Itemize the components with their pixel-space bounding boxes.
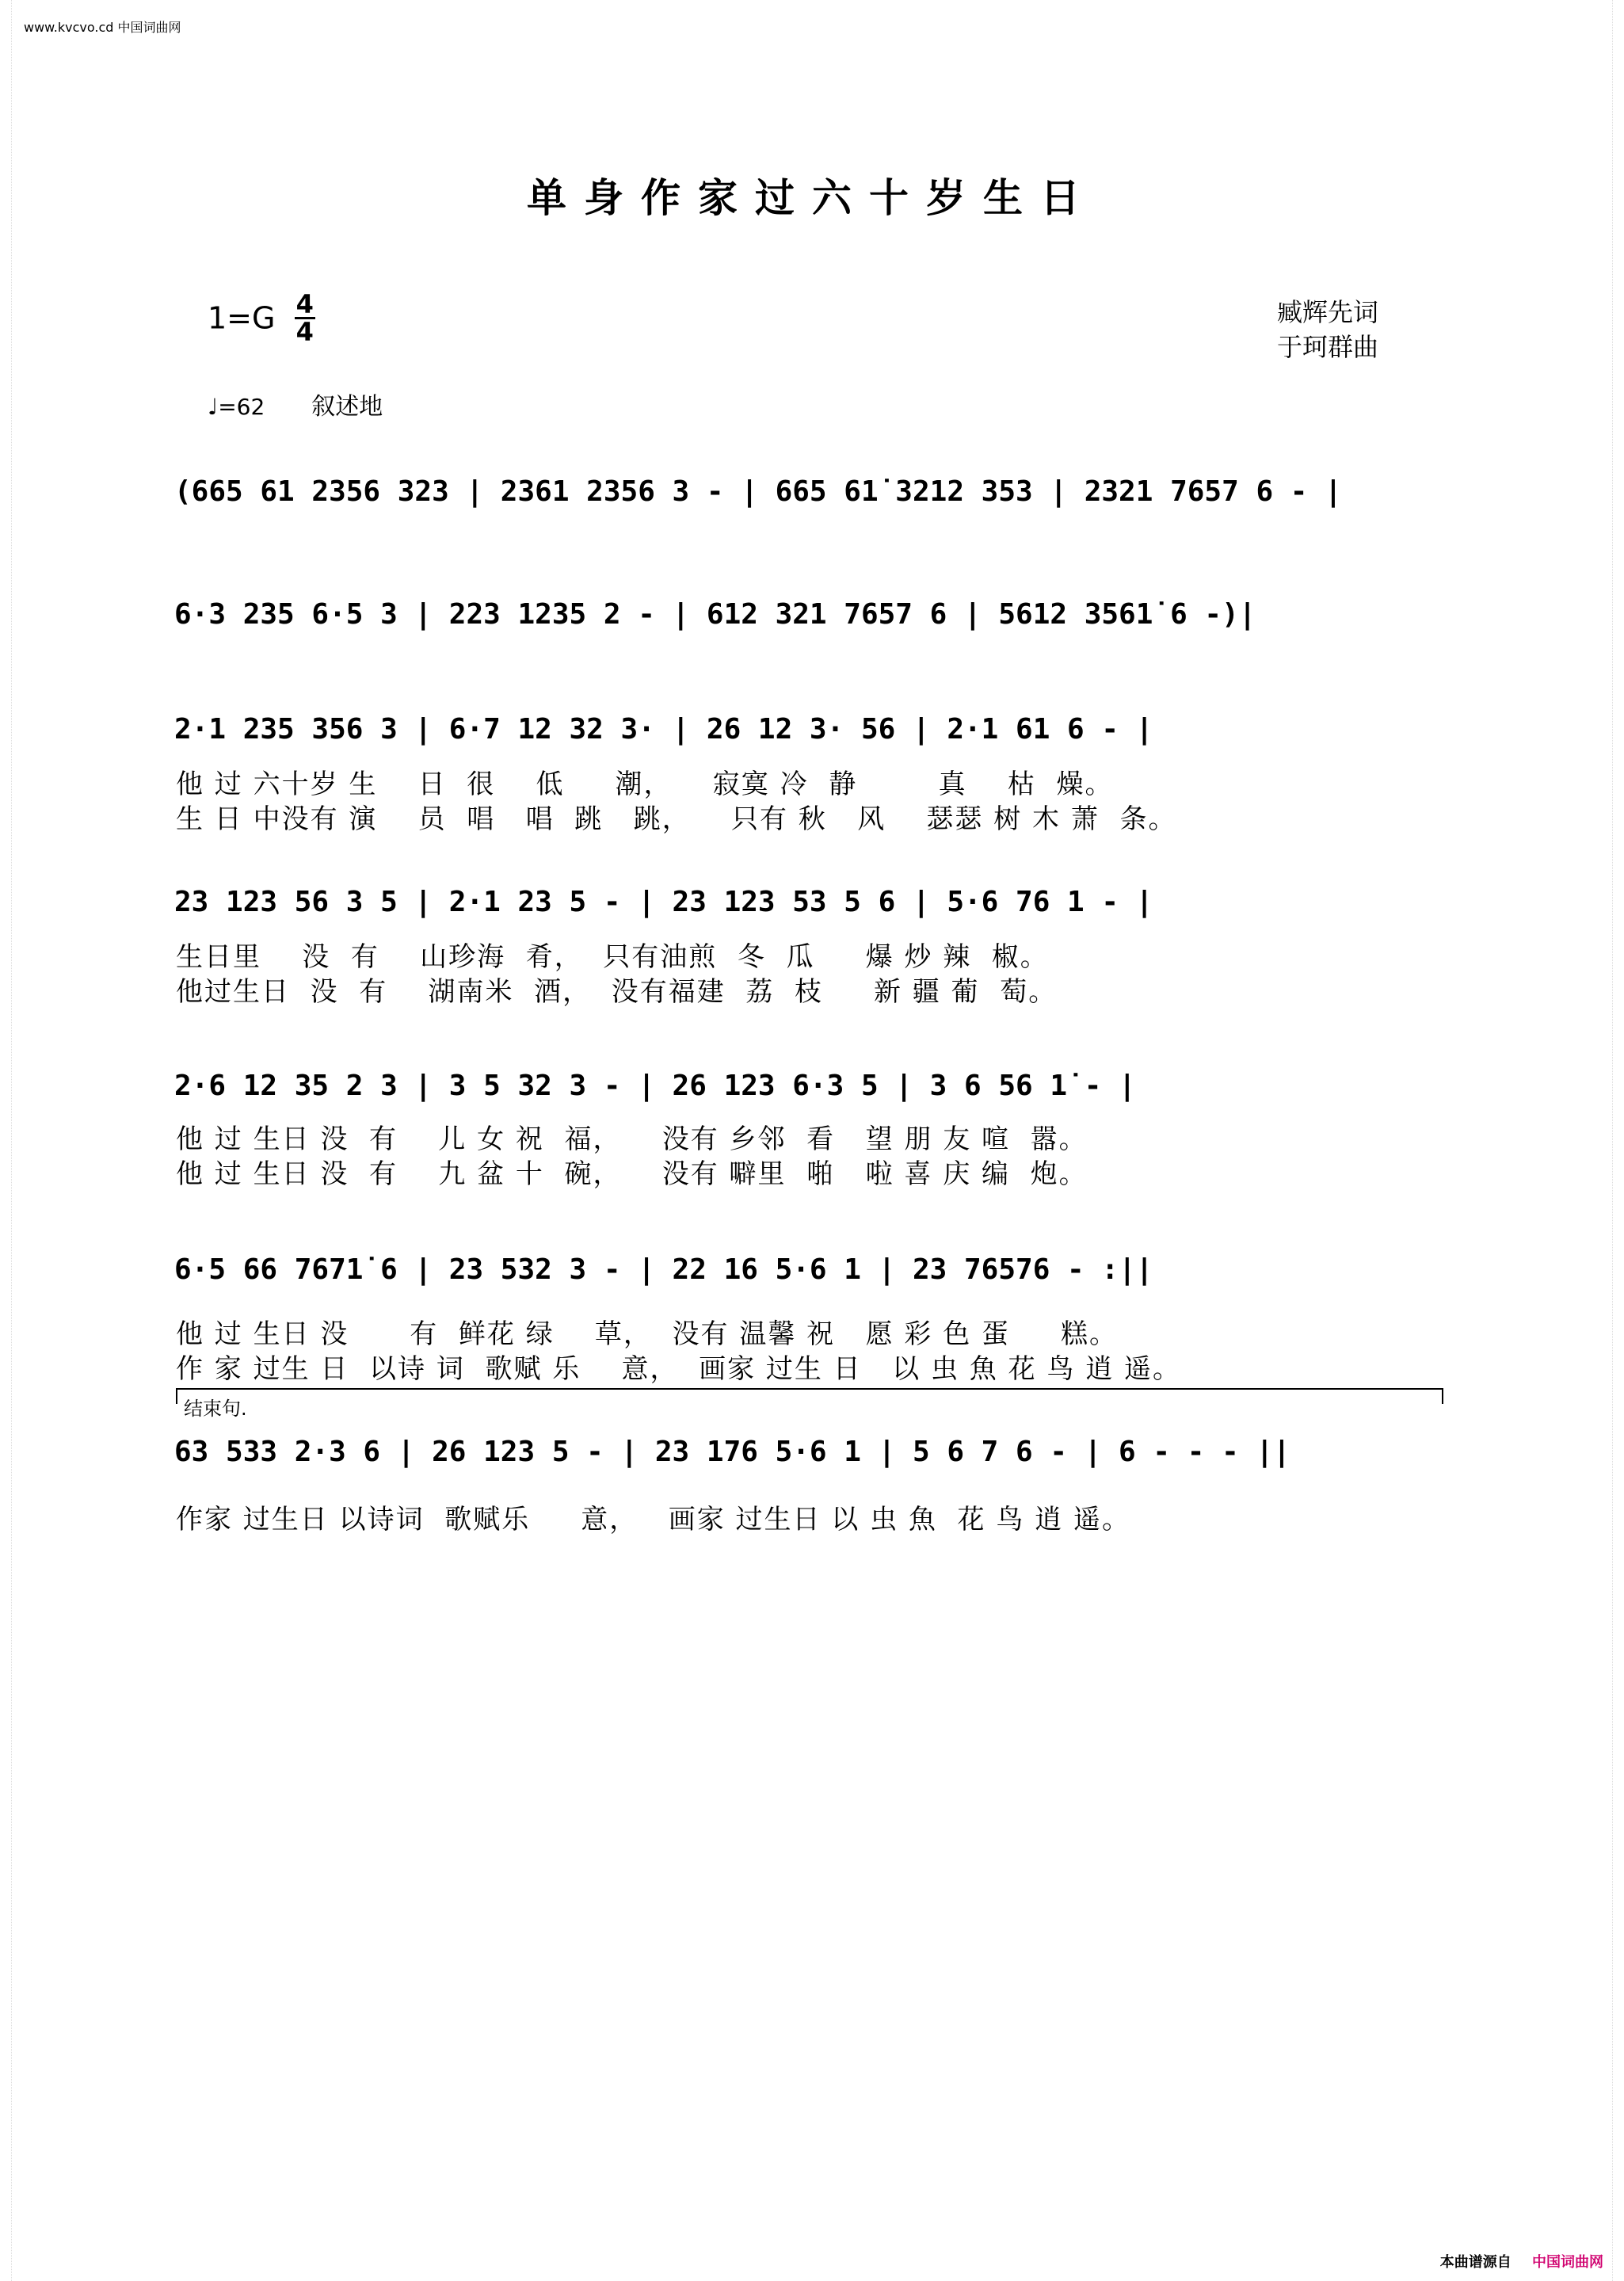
ending-label: 结束句. xyxy=(184,1398,247,1420)
song-title: 单身作家过六十岁生日 xyxy=(527,174,1097,221)
lyrics-6-verse-1: 他 过 生日 没 有 鲜花 绿 草， 没有 温馨 祝 愿 彩 色 蛋 糕。 xyxy=(176,1318,1119,1350)
lyrics-4-verse-2: 他过生日 没 有 湖南米 酒， 没有福建 荔 枝 新 疆 葡 萄。 xyxy=(176,976,1058,1008)
mood-mark: 叙述地 xyxy=(311,393,383,421)
lyrics-3-verse-2: 生 日 中没有 演 员 唱 唱 跳 跳， 只有 秋 风 瑟瑟 树 木 萧 条。 xyxy=(176,803,1177,835)
time-signature xyxy=(295,289,315,347)
time-top: 4 xyxy=(295,289,314,319)
footer-source: 本曲谱源自 xyxy=(1439,2254,1512,2271)
right-margin-strip xyxy=(1612,0,1624,2281)
lyrics-7: 作家 过生日 以诗词 歌赋乐 意， 画家 过生日 以 虫 魚 花 鸟 逍 遥。 xyxy=(176,1504,1130,1535)
site-watermark: www.kvcvo.cd 中国词曲网 xyxy=(24,20,181,35)
time-bottom: 4 xyxy=(295,317,314,347)
key-label: 1=G xyxy=(208,300,276,336)
lyricist: 臧辉先词 xyxy=(1277,297,1379,327)
key-signature xyxy=(208,289,315,347)
lyrics-6-verse-2: 作 家 过生 日 以诗 词 歌赋 乐 意， 画家 过生 日 以 虫 魚 花 鸟 逍 遥。 xyxy=(176,1353,1181,1385)
lyrics-5-verse-2: 他 过 生日 没 有 九 盆 十 碗， 没有 噼里 啪 啦 喜 庆 编 炮。 xyxy=(176,1158,1088,1190)
score-system-6: 6·5 66 7671̇ 6 | 23 532 3 - | 22 16 5·6 1 | 23 76576 - :|| xyxy=(174,1253,1153,1286)
left-margin-strip xyxy=(0,0,12,2281)
score-system-5: 2·6 12 35 2 3 | 3 5 32 3 - | 26 123 6·3 5 | 3 6 56 1̇ - | xyxy=(174,1070,1136,1102)
score-system-7: 63 533 2·3 6 | 26 123 5 - | 23 176 5·6 1 | 5 6 7 6 - | 6 - - - || xyxy=(174,1436,1290,1468)
lyrics-3-verse-1: 他 过 六十岁 生 日 很 低 潮， 寂寞 冷 静 真 枯 燥。 xyxy=(176,769,1114,800)
lyrics-5-verse-1: 他 过 生日 没 有 儿 女 祝 福， 没有 乡邻 看 望 朋 友 喧 嚣。 xyxy=(176,1123,1088,1155)
tempo-mark: ♩=62 xyxy=(208,394,265,420)
score-system-2: 6·3 235 6·5 3 | 223 1235 2 - | 612 321 7657 6 | 5612 3561̇ 6 -)| xyxy=(174,598,1256,631)
credits xyxy=(1277,295,1378,364)
lyrics-4-verse-1: 生日里 没 有 山珍海 肴， 只有油煎 冬 瓜 爆 炒 辣 椒。 xyxy=(176,941,1049,973)
footer xyxy=(1440,2251,1603,2271)
score-system-4: 23 123 56 3 5 | 2·1 23 5 - | 23 123 53 5 6 | 5·6 76 1 - | xyxy=(174,886,1153,918)
score-system-1: (665 61 2356 323 | 2361 2356 3 - | 665 61̇ 3212 353 | 2321 7657 6 - | xyxy=(174,475,1342,508)
ending-bracket xyxy=(176,1388,1443,1404)
composer: 于珂群曲 xyxy=(1277,332,1379,362)
tempo-line xyxy=(208,387,383,421)
footer-brand: 中国词曲网 xyxy=(1532,2254,1603,2271)
score-system-3: 2·1 235 356 3 | 6·7 12 32 3· | 26 12 3· 56 | 2·1 61 6 - | xyxy=(174,713,1153,746)
